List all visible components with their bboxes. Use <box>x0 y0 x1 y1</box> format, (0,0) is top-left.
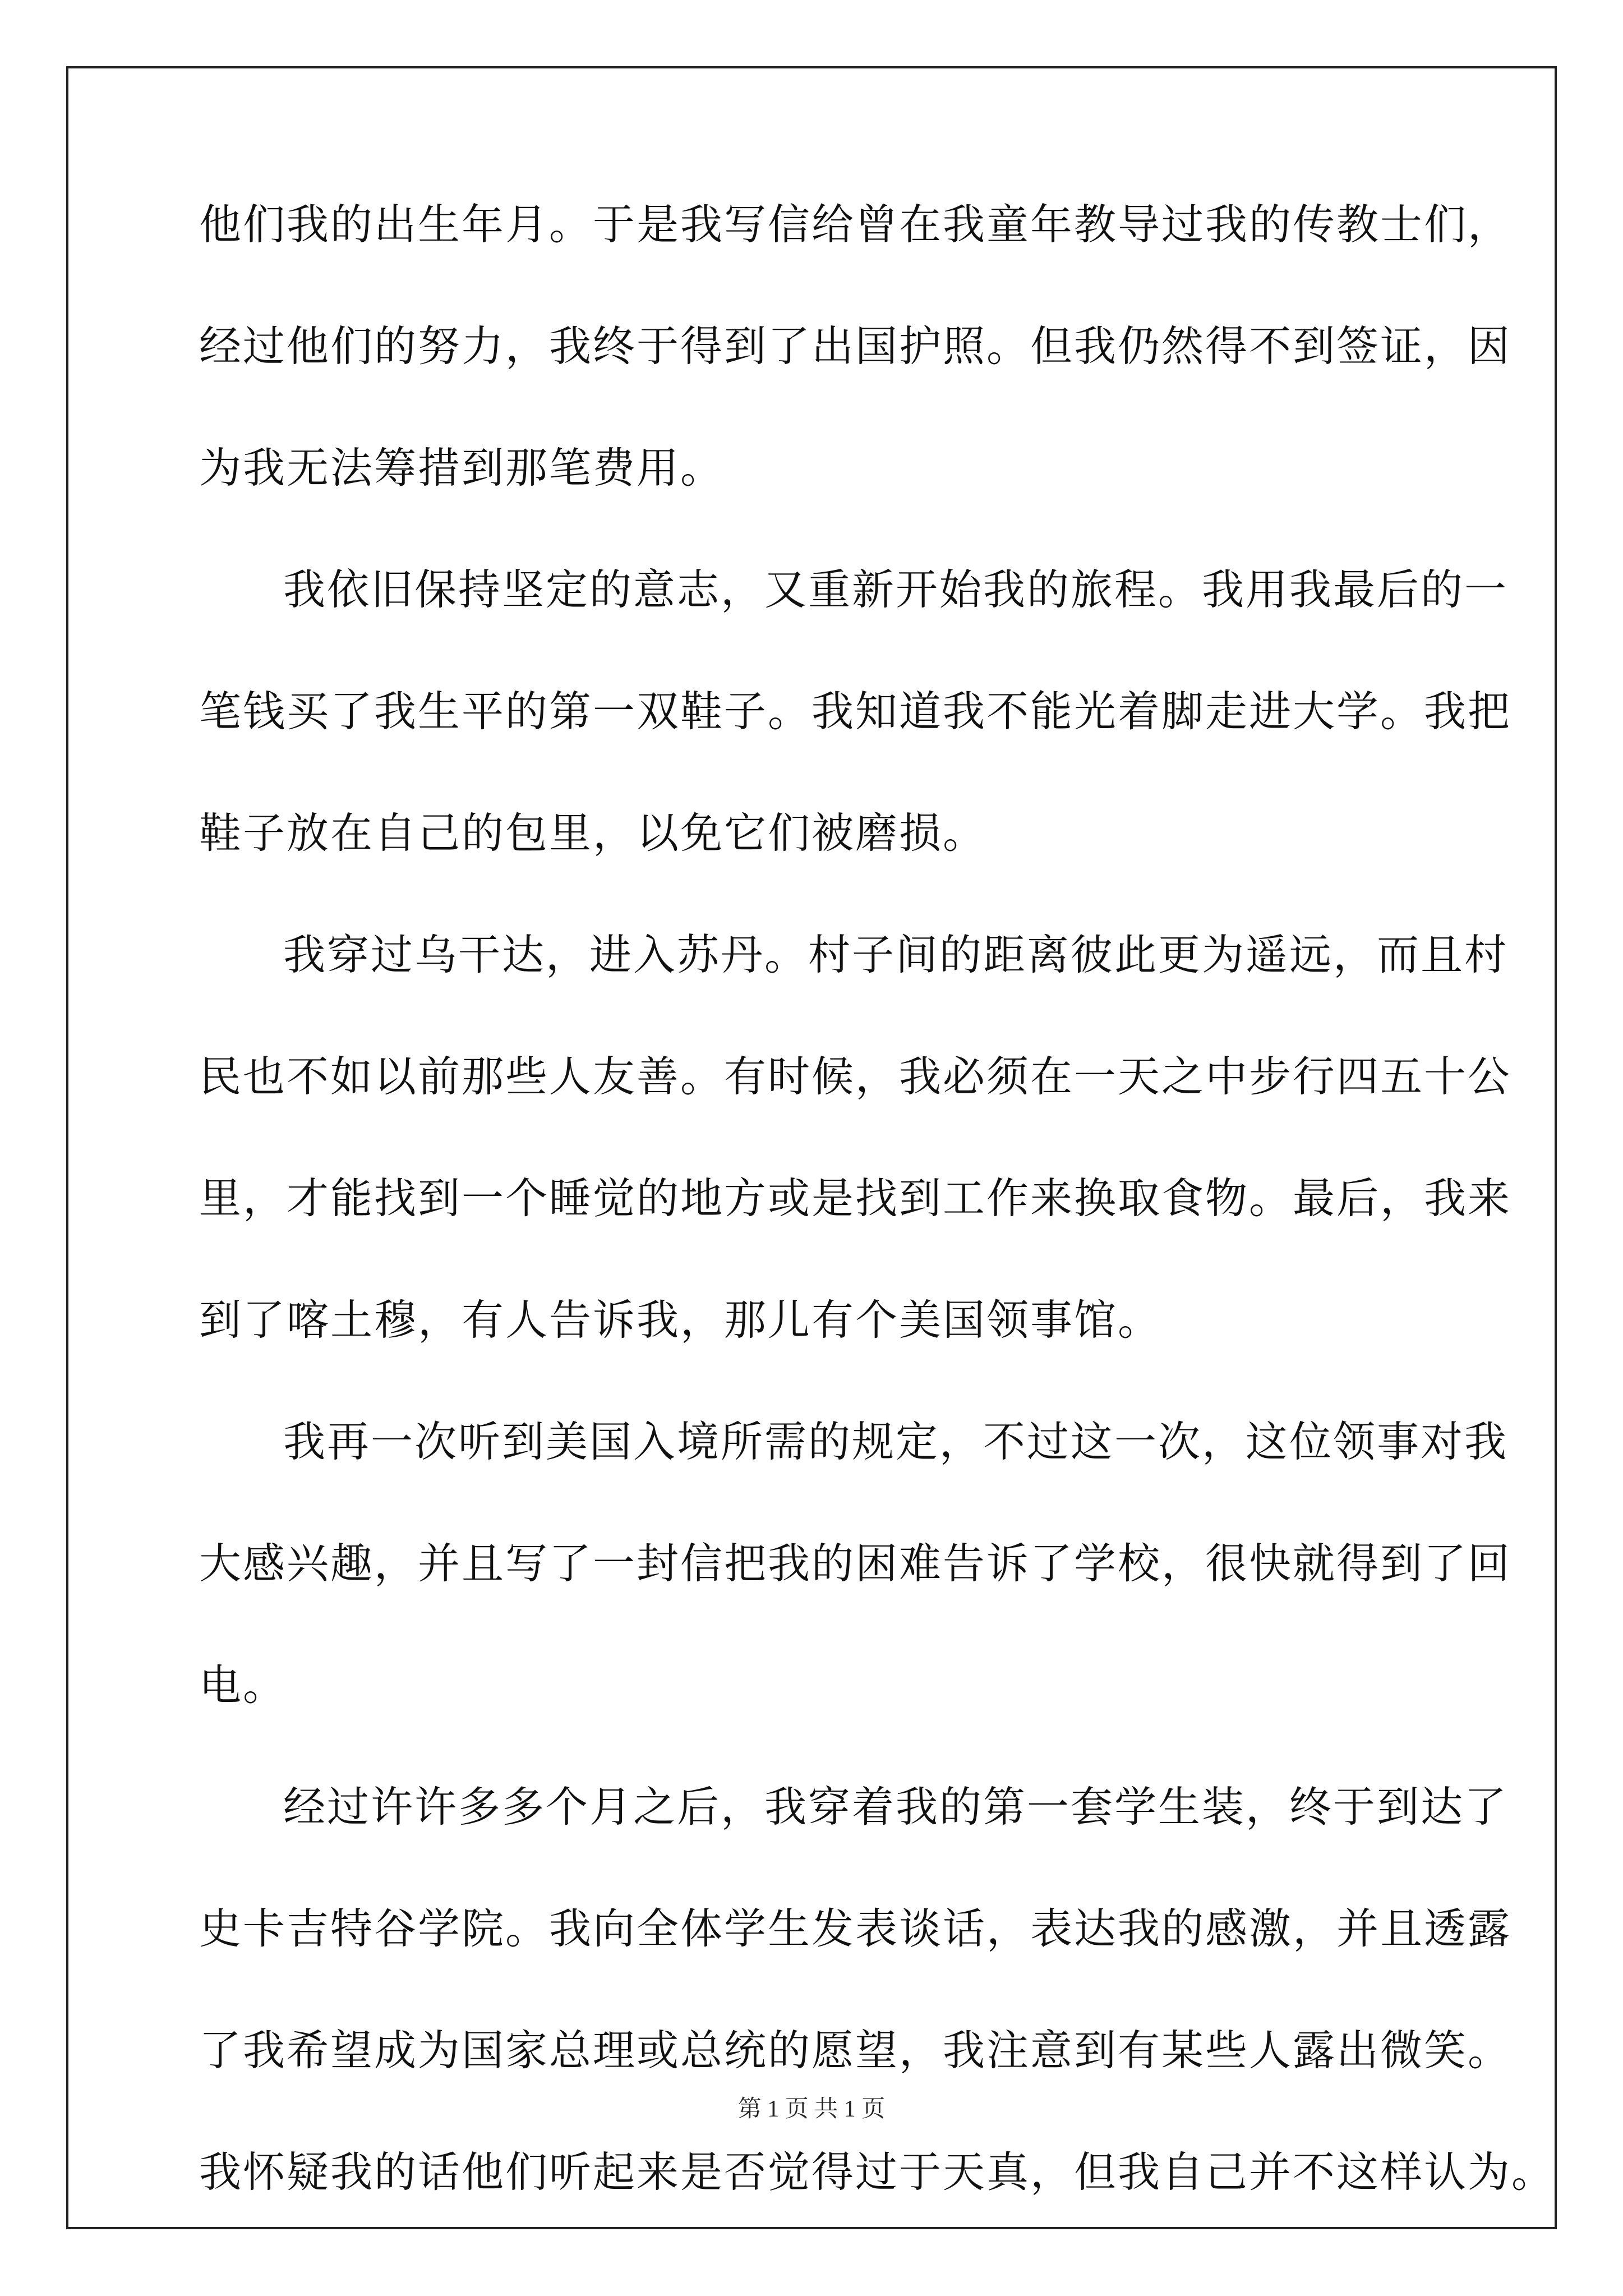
body-text <box>199 188 1556 2257</box>
text-line: 笔钱买了我生平的第一双鞋子。我知道我不能光着脚走进大学。我把 <box>199 687 1512 736</box>
text-line: 大感兴趣，并且写了一封信把我的困难告诉了学校，很快就得到了回 <box>199 1539 1512 1588</box>
paragraph-start-line: 我依旧保持坚定的意志，又重新开始我的旅程。我用我最后的一 <box>283 565 1509 614</box>
text-line: 我怀疑我的话他们听起来是否觉得过于天真，但我自己并不这样认为。 <box>199 2147 1556 2197</box>
text-line: 经过他们的努力，我终于得到了出国护照。但我仍然得不到签证，因 <box>199 321 1512 371</box>
text-line: 民也不如以前那些人友善。有时候，我必须在一天之中步行四五十公 <box>199 1052 1512 1101</box>
text-line: 里，才能找到一个睡觉的地方或是找到工作来换取食物。最后，我来 <box>199 1174 1512 1223</box>
text-line: 为我无法筹措到那笔费用。 <box>199 443 725 493</box>
text-line: 他们我的出生年月。于是我写信给曾在我童年教导过我的传教士们， <box>199 200 1512 249</box>
paragraph-start-line: 我穿过乌干达，进入苏丹。村子间的距离彼此更为遥远，而且村 <box>283 930 1509 979</box>
text-line: 电。 <box>199 1660 287 1710</box>
text-line: 了我希望成为国家总理或总统的愿望，我注意到有某些人露出微笑。 <box>199 2026 1512 2075</box>
text-line: 鞋子放在自己的包里，以免它们被磨损。 <box>199 808 987 858</box>
paragraph-start-line: 经过许许多多个月之后，我穿着我的第一套学生装，终于到达了 <box>283 1782 1509 1832</box>
text-line: 到了喀土穆，有人告诉我，那儿有个美国领事馆。 <box>199 1295 1162 1345</box>
paragraph-start-line: 我再一次听到美国入境所需的规定，不过这一次，这位领事对我 <box>283 1417 1509 1466</box>
page-number-footer: 第 1 页 共 1 页 <box>737 2096 886 2122</box>
text-line: 史卡吉特谷学院。我向全体学生发表谈话，表达我的感激，并且透露 <box>199 1904 1512 1953</box>
